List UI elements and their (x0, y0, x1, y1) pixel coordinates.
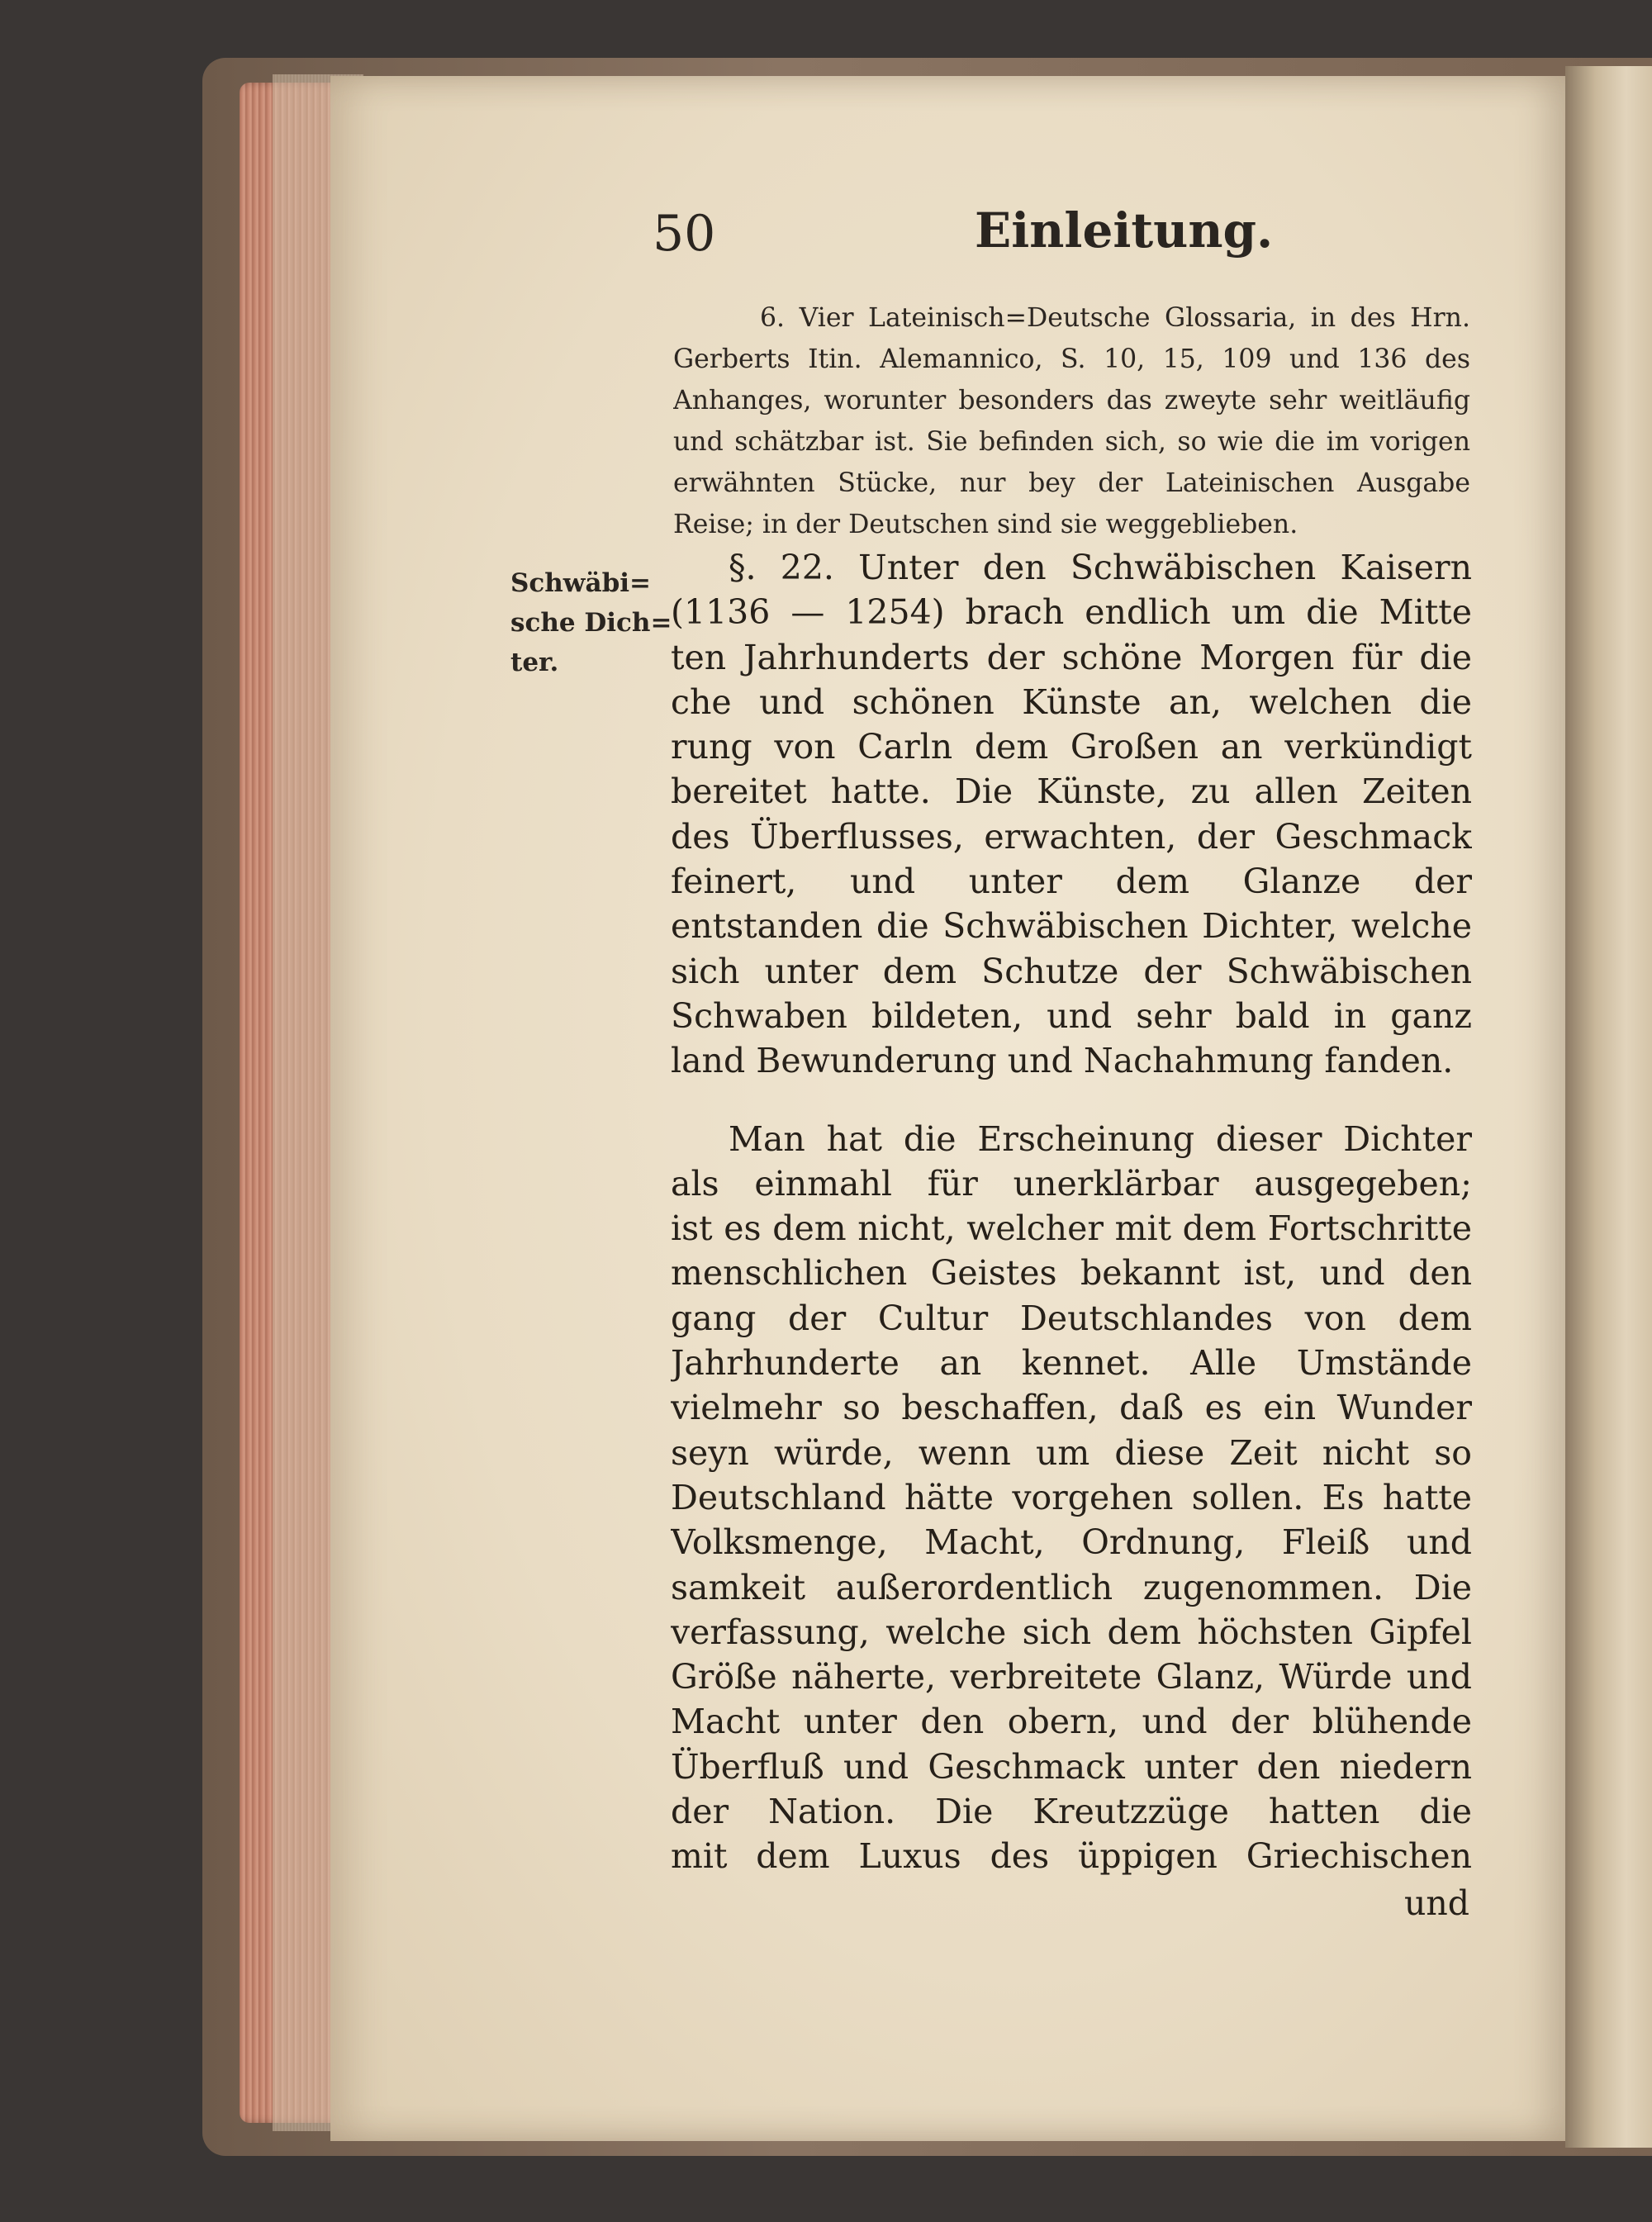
text-line: mit dem Luxus des üppigen Griechischen (671, 1836, 1472, 1877)
text-line: samkeit außerordentlich zugenommen. Die (671, 1567, 1472, 1607)
margin-note-line: Schwäbi= (510, 568, 652, 598)
facing-page-gutter (1565, 66, 1652, 2148)
footnote-line: Gerberts Itin. Alemannico, S. 10, 15, 109 und 136 des (673, 344, 1470, 374)
footnote (673, 297, 1470, 545)
paragraph-1 (671, 545, 1472, 1084)
footnote-line: erwähnten Stücke, nur bey der Lateinischen Ausgabe (673, 468, 1470, 498)
text-line: als einmahl für unerklärbar ausgegeben; (671, 1163, 1472, 1204)
text-line: des Überflusses, erwachten, der Geschmack (671, 816, 1472, 857)
text-line: Jahrhunderte an kennet. Alle Umstände (671, 1343, 1472, 1384)
text-line: §. 22. Unter den Schwäbischen Kaisern (729, 548, 1472, 587)
text-line: seyn würde, wenn um diese Zeit nicht so (671, 1432, 1472, 1473)
text-line: che und schönen Künste an, welchen die (671, 681, 1472, 722)
paragraph-2 (671, 1117, 1472, 1879)
text-line: (1136 — 1254) brach endlich um die Mitte (671, 592, 1472, 633)
text-line: Überfluß und Geschmack unter den niedern (671, 1746, 1472, 1787)
footnote-line: 6. Vier Lateinisch=Deutsche Glossaria, in des Hrn. (760, 303, 1470, 333)
text-line: entstanden die Schwäbischen Dichter, welche (671, 906, 1472, 947)
text-line: Volksmenge, Macht, Ordnung, Fleiß und (671, 1522, 1472, 1563)
text-line: sich unter dem Schutze der Schwäbischen (671, 951, 1472, 991)
text-line: land Bewunderung und Nachahmung fanden. (671, 1041, 1454, 1081)
text-line: ist es dem nicht, welcher mit dem Fortschritte (671, 1208, 1472, 1249)
margin-note-line: sche Dich= (510, 608, 672, 638)
text-line: bereitet hatte. Die Künste, zu allen Zeiten (671, 772, 1472, 812)
page-number: 50 (653, 205, 716, 263)
footnote-line: Anhanges, worunter besonders das zweyte sehr weitläufig (673, 386, 1470, 415)
text-line: Größe näherte, verbreitete Glanz, Würde und (671, 1657, 1472, 1697)
footnote-line: und schätzbar ist. Sie befinden sich, so wie die im vorigen (673, 427, 1470, 457)
text-line: ten Jahrhunderts der schöne Morgen für die (671, 637, 1472, 677)
text-line: Deutschland hätte vorgehen sollen. Es hatte (671, 1477, 1472, 1517)
text-line: Schwaben bildeten, und sehr bald in ganz (671, 995, 1472, 1036)
margin-note-line: ter. (510, 648, 559, 677)
running-head: Einleitung. (975, 202, 1274, 259)
text-line: gang der Cultur Deutschlandes von dem (671, 1298, 1472, 1338)
margin-note (510, 563, 672, 682)
text-line: feinert, und unter dem Glanze der (671, 862, 1472, 902)
body-text (671, 545, 1472, 1879)
footnote-line: Reise; in der Deutschen sind sie weggeblieben. (673, 510, 1298, 539)
text-line: Macht unter den obern, und der blühende (671, 1702, 1472, 1742)
text-line: verfassung, welche sich dem höchsten Gipfel (671, 1612, 1472, 1652)
catchword: und (1404, 1883, 1470, 1923)
text-line: Man hat die Erscheinung dieser Dichter (729, 1118, 1472, 1159)
paragraph-gap (671, 1084, 1472, 1117)
text-line: rung von Carln dem Großen an verkündigt (671, 727, 1472, 767)
text-line: vielmehr so beschaffen, daß es ein Wunder (671, 1388, 1472, 1428)
text-line: der Nation. Die Kreutzzüge hatten die (671, 1792, 1472, 1832)
text-line: menschlichen Geistes bekannt ist, und den (671, 1253, 1472, 1294)
